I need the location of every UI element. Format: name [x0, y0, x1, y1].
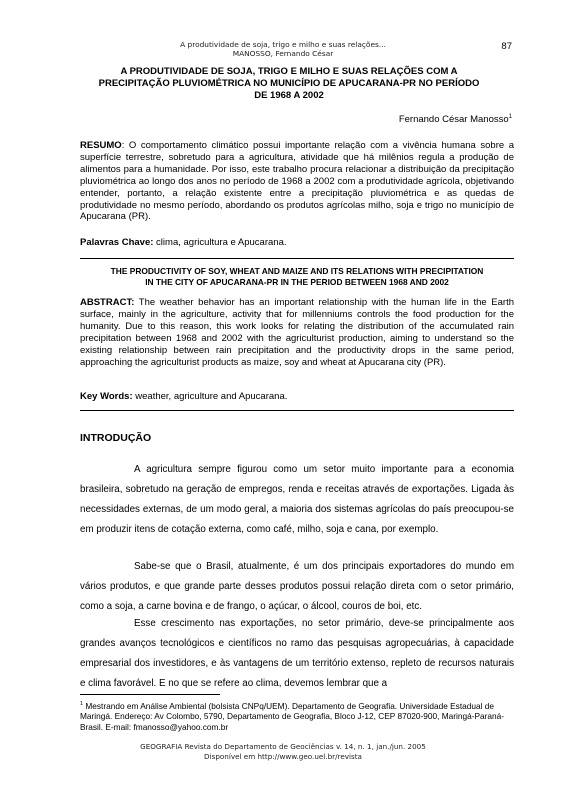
title-line: PRECIPITAÇÃO PLUVIOMÉTRICA NO MUNICÍPIO DE APUCARANA-PR NO PERÍODO: [98, 78, 480, 89]
english-title-line: THE PRODUCTIVITY OF SOY, WHEAT AND MAIZE AND ITS RELATIONS WITH PRECIPITATION: [110, 266, 484, 276]
footnote-text: Mestrando em Análise Ambiental (bolsista CNPq/UEM). Departamento de Geografia. Universidade Estadual de Maringá. Endereço: Av Colombo, 5790, Departamento de Geografia, Bloco J-12, CEP 87020-900, Maringá-Paraná-Brasil. E-mail: fmanosso@yahoo.com.br: [80, 700, 505, 732]
author-line: [399, 114, 512, 125]
section-divider: [80, 258, 514, 259]
abstract-text: The weather behavior has an important relationship with the human life in the Earth surface, mainly in the agriculture, activity that for millenniums controls the food production for the humanity. Due to this reason, this work looks for relating the distribution of the accumulated rain precipitation between 1968 and 2002 with the agriculturist production, aiming to understand so the existing relationship between rain precipitation and the productivity drops in the same period, approaching the agriculturist products as maize, soy and wheat at Apucarana city (PR).: [80, 297, 514, 368]
section-heading: INTRODUÇÃO: [80, 432, 152, 444]
page-number: 87: [501, 41, 512, 52]
palavras-chave-text: clima, agricultura e Apucarana.: [153, 237, 287, 248]
journal-citation: GEOGRAFIA Revista do Departamento de Geociências v. 14, n. 1, jan./jun. 2005: [140, 742, 426, 751]
resumo-paragraph: [80, 140, 514, 223]
section-divider: [80, 410, 514, 411]
running-author: MANOSSO, Fernando César: [232, 49, 334, 58]
title-line: A PRODUTIVIDADE DE SOJA, TRIGO E MILHO E SUAS RELAÇÕES COM A: [120, 66, 458, 77]
key-words-text: weather, agriculture and Apucarana.: [132, 391, 288, 402]
key-words: [80, 391, 514, 403]
running-title: A produtividade de soja, trigo e milho e suas relações...: [180, 40, 386, 49]
title-line: DE 1968 A 2002: [254, 90, 324, 101]
palavras-chave: [80, 237, 514, 249]
body-paragraph: A agricultura sempre figurou como um setor muito importante para a economia brasileira, sobretudo na geração de empregos, renda e receitas através de exportações. Ligada às necessidades externas, de um modo geral, a maioria dos sistemas agrícolas do país preocupou-se em produzir itens de cotação externa, como café, milho, soja e cana, por exemplo.: [80, 464, 514, 535]
resumo-text: : O comportamento climático possui importante relação com a vivência humana sobre a superfície terrestre, sobretudo para a agricultura, atividade que há milênios regula a produção de alimentos para a humanidade. Por isso, este trabalho procura relacionar a distribuição da precipitação pluviométrica ao longo dos anos no período de 1968 a 2002 com a produtividade agrícola, objetivando entender, portanto, a relação existente entre a precipitação pluviométrica e as quedas de produtividade no mesmo período, abordando os produtos agrícolas milho, soja e trigo no município de Apucarana (PR).: [80, 140, 514, 223]
journal-availability: Disponível em http://www.geo.uel.br/revista: [204, 751, 362, 761]
english-title-line: IN THE CITY OF APUCARANA-PR IN THE PERIOD BETWEEN 1968 AND 2002: [145, 277, 449, 287]
running-header: [0, 40, 566, 58]
abstract-label: ABSTRACT:: [80, 297, 135, 308]
resumo-label: RESUMO: [80, 140, 122, 151]
paper-title: [72, 66, 506, 102]
footnote-divider: [80, 694, 220, 695]
abstract-paragraph: [80, 297, 514, 368]
author-name: Fernando César Manosso: [398, 114, 509, 126]
footnote-mark: 1: [80, 701, 84, 707]
author-footnote-mark: 1: [508, 114, 512, 120]
english-title: [80, 266, 514, 288]
journal-footer: [0, 742, 566, 761]
key-words-label: Key Words:: [80, 391, 133, 402]
footnote: [80, 699, 514, 733]
body-paragraph: Sabe-se que o Brasil, atualmente, é um dos principais exportadores do mundo em vários produtos, e que grande parte desses produtos possui relação direta com o setor primário, como a soja, a carne bovina e de frango, o açúcar, o álcool, couros de boi, etc.: [80, 561, 514, 612]
palavras-chave-label: Palavras Chave:: [80, 237, 154, 248]
body-paragraph: Esse crescimento nas exportações, no setor primário, deve-se principalmente aos grandes avanços tecnológicos e científicos no ramo das pesquisas agropecuárias, à capacidade empresarial dos investidores, e às vantagens de um território extenso, repleto de recursos naturais e clima favorável. E no que se refere ao clima, devemos lembrar que a: [80, 618, 514, 689]
